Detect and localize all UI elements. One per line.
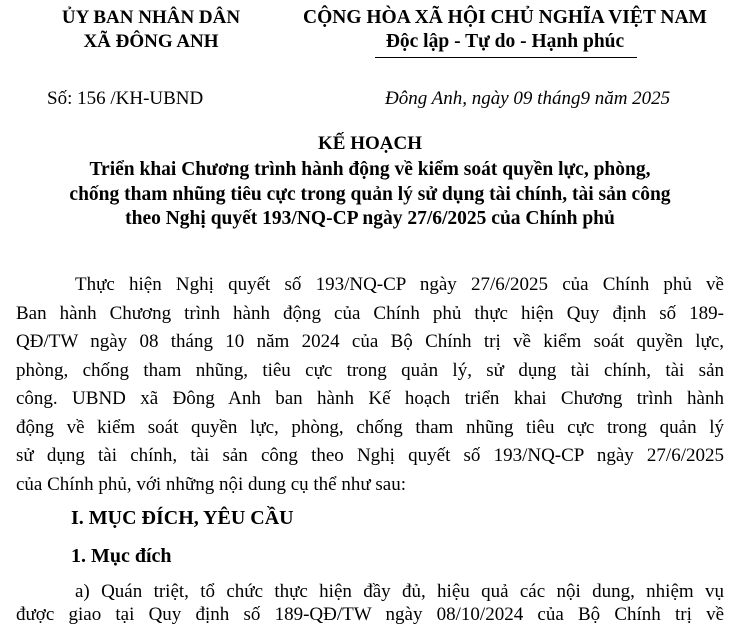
- motto-underline: [375, 57, 637, 58]
- intro-line-2: Ban hành Chương trình hành động của Chính phủ thực hiện Quy định số 189-: [16, 303, 724, 324]
- section-heading: I. MỤC ĐÍCH, YÊU CẦU: [71, 507, 294, 529]
- paragraph-a-line-2: được giao tại Quy định số 189-QĐ/TW ngày 08/10/2024 của Bộ Chính trị về: [16, 604, 724, 625]
- document-type-title: KẾ HOẠCH: [318, 133, 422, 154]
- issuing-authority: ỦY BAN NHÂN DÂN: [61, 7, 241, 28]
- national-title: CỘNG HÒA XÃ HỘI CHỦ NGHĨA VIỆT NAM: [303, 7, 707, 28]
- document-date: Đông Anh, ngày 09 tháng9 năm 2025: [385, 88, 671, 109]
- paragraph-a-line-1: a) Quán triệt, tổ chức thực hiện đầy đủ, hiệu quả các nội dung, nhiệm vụ: [75, 581, 724, 602]
- intro-line-1: Thực hiện Nghị quyết số 193/NQ-CP ngày 27/6/2025 của Chính phủ về: [75, 274, 724, 295]
- national-motto: Độc lập - Tự do - Hạnh phúc: [385, 31, 625, 52]
- title-line-1: Triển khai Chương trình hành động về kiểm soát quyền lực, phòng,: [89, 159, 651, 180]
- subsection-heading: 1. Mục đích: [71, 545, 172, 567]
- title-line-2: chống tham nhũng tiêu cực trong quản lý sử dụng tài chính, tài sản công: [69, 184, 671, 205]
- intro-line-4: phòng, chống tham nhũng, tiêu cực trong quản lý, sử dụng tài chính, tài sản: [16, 360, 724, 381]
- intro-line-7: sử dụng tài chính, tài sản công theo Nghị quyết số 193/NQ-CP ngày 27/6/2025: [16, 445, 724, 466]
- title-line-3: theo Nghị quyết 193/NQ-CP ngày 27/6/2025 của Chính phủ: [125, 208, 615, 229]
- issuing-authority-commune: XÃ ĐÔNG ANH: [83, 31, 219, 52]
- document-number: Số: 156 /KH-UBND: [47, 88, 204, 109]
- intro-line-3: QĐ/TW ngày 08 tháng 10 năm 2024 của Bộ Chính trị về kiểm soát quyền lực,: [16, 331, 724, 352]
- intro-line-8: của Chính phủ, với những nội dung cụ thể như sau:: [16, 474, 407, 495]
- intro-line-6: động về kiểm soát quyền lực, phòng, chống tham nhũng tiêu cực trong quản lý: [16, 417, 724, 438]
- intro-line-5: công. UBND xã Đông Anh ban hành Kế hoạch triển khai Chương trình hành: [16, 388, 724, 409]
